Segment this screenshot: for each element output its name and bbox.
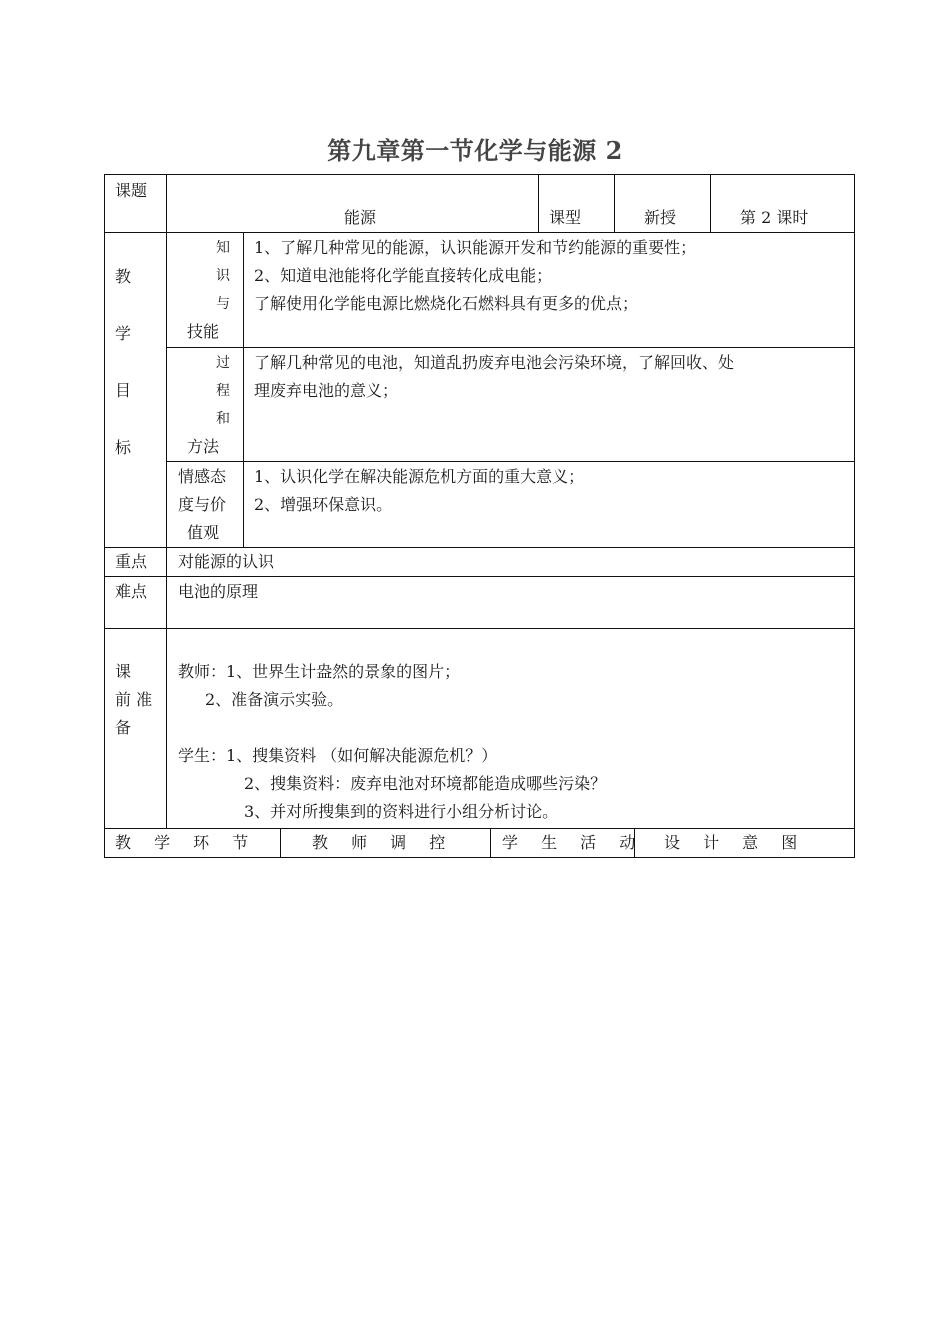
- knowledge-label-char: 知: [216, 240, 230, 256]
- preparation-label-line: 备: [115, 718, 132, 737]
- preparation-label-line: 课: [115, 662, 132, 681]
- student-prep-line: 3、并对所搜集到的资料进行小组分析讨论。: [244, 802, 559, 821]
- knowledge-label-char: 与: [216, 296, 230, 312]
- student-prep-line: 2、搜集资料：废弃电池对环境都能造成哪些污染？: [244, 774, 607, 793]
- table-border-left: [104, 174, 105, 858]
- difficulty-value: 电池的原理: [178, 582, 259, 601]
- lesson-type-value: 新授: [644, 208, 677, 227]
- footer-header-design-intent: 设 计 意 图: [664, 833, 807, 852]
- knowledge-line: 2、知道电池能将化学能直接转化成电能；: [254, 266, 553, 285]
- knowledge-label-char: 识: [216, 268, 230, 284]
- column-divider: [166, 174, 167, 829]
- objectives-label-char: 教: [115, 267, 132, 286]
- objectives-label-char: 目: [115, 381, 132, 400]
- process-label-char: 程: [216, 383, 230, 399]
- process-line: 了解几种常见的电池，知道乱扔废弃电池会污染环境，了解回收、处: [254, 353, 735, 372]
- column-divider: [243, 232, 244, 548]
- key-point-value: 对能源的认识: [178, 552, 275, 571]
- column-divider: [280, 828, 281, 858]
- process-label-last: 方法: [187, 437, 220, 456]
- attitude-line: 2、增强环保意识。: [254, 495, 393, 514]
- row-divider: [104, 232, 855, 233]
- knowledge-label-last: 技能: [187, 322, 220, 341]
- column-divider: [614, 174, 615, 233]
- lesson-type-label: 课型: [549, 208, 582, 227]
- key-point-label: 重点: [115, 552, 148, 571]
- objectives-label-char: 学: [115, 324, 132, 343]
- footer-header-teacher-control: 教 师 调 控: [312, 833, 455, 852]
- table-border-bottom: [104, 857, 855, 858]
- process-label-char: 和: [216, 411, 230, 427]
- footer-header-teaching-step: 教 学 环 节: [115, 833, 258, 852]
- attitude-line: 1、认识化学在解决能源危机方面的重大意义；: [254, 467, 585, 486]
- row-divider: [166, 461, 855, 462]
- row-divider: [104, 576, 855, 577]
- topic-value: 能源: [344, 208, 377, 227]
- attitude-label-line: 度与价: [178, 495, 227, 514]
- attitude-label-line: 值观: [187, 523, 220, 542]
- process-label-char: 过: [216, 355, 230, 371]
- objectives-label-char: 标: [115, 438, 132, 457]
- row-divider: [166, 347, 855, 348]
- footer-header-student-activity: 学 生 活 动: [502, 833, 645, 852]
- row-divider: [104, 628, 855, 629]
- difficulty-label: 难点: [115, 582, 148, 601]
- knowledge-line: 了解使用化学能电源比燃烧化石燃料具有更多的优点；: [254, 294, 639, 313]
- preparation-label-line: 前 准: [115, 690, 153, 709]
- attitude-label-line: 情感态: [178, 467, 227, 486]
- teacher-prep-line: 教师：1、世界生计盎然的景象的图片；: [178, 662, 461, 681]
- column-divider: [710, 174, 711, 233]
- knowledge-line: 1、了解几种常见的能源，认识能源开发和节约能源的重要性；: [254, 238, 697, 257]
- column-divider: [490, 828, 491, 858]
- table-border-top: [104, 174, 855, 175]
- student-prep-line: 学生：1、搜集资料 （如何解决能源危机？）: [178, 746, 498, 765]
- table-border-right: [854, 174, 855, 858]
- teacher-prep-line: 2、准备演示实验。: [205, 690, 344, 709]
- period-label: 第 2 课时: [740, 208, 809, 227]
- process-line: 理废弃电池的意义；: [254, 381, 399, 400]
- page-title: 第九章第一节化学与能源 2: [327, 136, 623, 165]
- column-divider: [538, 174, 539, 233]
- topic-label: 课题: [115, 181, 148, 200]
